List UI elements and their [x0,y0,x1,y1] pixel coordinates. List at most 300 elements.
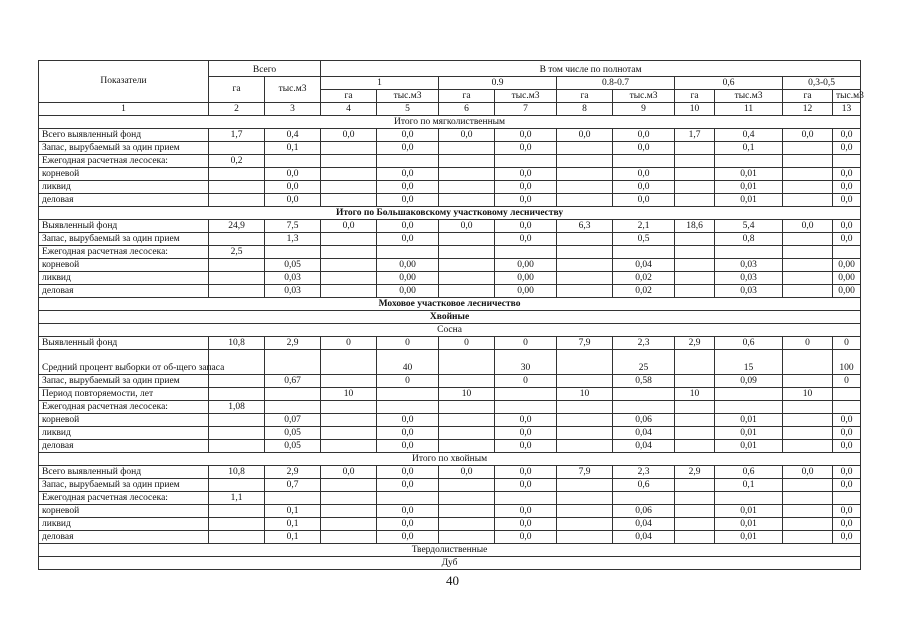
section-row [39,324,861,337]
table-cell: 2,9 [675,337,715,350]
row-label: корневой [39,259,209,272]
table-cell [209,142,265,155]
table-cell: 0,0 [833,414,861,427]
table-cell: 0,03 [715,285,783,298]
section-row [39,311,861,324]
column-numbers-row [39,103,861,116]
table-row [39,414,861,427]
table-cell: 0,0 [495,440,557,453]
section-title: Дуб [39,557,861,570]
table-cell: 0 [833,337,861,350]
table-cell: 0,0 [265,181,321,194]
table-cell: 40 [377,350,439,375]
table-cell [439,168,495,181]
table-row [39,233,861,246]
table-cell: 0,1 [265,142,321,155]
table-cell [833,388,861,401]
table-cell: 0,0 [613,181,675,194]
table-cell [439,155,495,168]
table-cell: 0,0 [377,142,439,155]
table-cell: 0,00 [833,285,861,298]
section-row [39,116,861,129]
table-cell: 0,0 [377,518,439,531]
table-row [39,531,861,544]
table-cell [321,350,377,375]
table-cell: 10 [321,388,377,401]
table-cell [209,168,265,181]
table-cell [783,155,833,168]
table-cell [377,401,439,414]
row-label: Ежегодная расчетная лесосека: [39,246,209,259]
table-cell [675,350,715,375]
column-number: 5 [377,103,439,116]
table-cell [321,285,377,298]
table-cell: 0,0 [439,129,495,142]
table-cell: 0,0 [377,233,439,246]
table-cell [783,518,833,531]
column-number: 13 [833,103,861,116]
table-cell [557,427,613,440]
row-label: ликвид [39,518,209,531]
table-cell: 2,1 [613,220,675,233]
table-cell: 0,0 [557,129,613,142]
table-cell: 10,8 [209,466,265,479]
section-title: Итого по Большаковскому участковому лесничеству [39,207,861,220]
table-cell: 2,9 [675,466,715,479]
table-cell [321,142,377,155]
table-cell: 2,9 [265,337,321,350]
table-cell [321,401,377,414]
table-cell [265,155,321,168]
section-row [39,298,861,311]
table-cell [321,518,377,531]
table-row [39,505,861,518]
column-number: 2 [209,103,265,116]
table-cell [675,155,715,168]
table-cell [613,155,675,168]
table-cell: 0,0 [833,129,861,142]
table-cell [675,181,715,194]
unit-ha-header: га [439,90,495,103]
table-cell: 0,05 [265,440,321,453]
table-cell [715,401,783,414]
table-row [39,518,861,531]
table-row [39,440,861,453]
table-cell: 0,1 [715,142,783,155]
table-cell [439,181,495,194]
table-cell [439,194,495,207]
table-cell: 7,9 [557,466,613,479]
table-cell: 0,0 [833,466,861,479]
unit-vol-header: тыс.м3 [613,90,675,103]
table-cell [783,142,833,155]
unit-ha-header: га [783,90,833,103]
table-cell [439,272,495,285]
table-cell [715,246,783,259]
table-cell [675,233,715,246]
table-cell [675,194,715,207]
table-cell: 0 [495,375,557,388]
density-header: 1 [321,77,439,90]
table-cell [265,246,321,259]
row-label: Запас, вырубаемый за один прием [39,142,209,155]
density-header: 0,6 [675,77,783,90]
unit-ha-header: га [321,90,377,103]
table-cell: 0,03 [715,272,783,285]
table-cell: 0,0 [833,194,861,207]
table-cell [209,375,265,388]
table-cell [439,518,495,531]
table-cell: 0,0 [377,479,439,492]
table-cell: 0,0 [833,531,861,544]
table-cell: 0,0 [377,220,439,233]
section-title: Сосна [39,324,861,337]
table-cell: 0,6 [715,466,783,479]
row-label: Средний процент выборки от об-щего запаса [39,350,209,375]
table-cell: 0,06 [613,505,675,518]
table-cell: 25 [613,350,675,375]
section-title: Твердолиственные [39,544,861,557]
table-cell: 0 [321,337,377,350]
table-cell [783,492,833,505]
table-cell [557,479,613,492]
table-cell: 0,0 [321,466,377,479]
table-cell: 0,0 [833,233,861,246]
table-cell [321,155,377,168]
table-cell: 0,05 [265,259,321,272]
row-label: корневой [39,414,209,427]
table-cell: 0,0 [321,129,377,142]
table-cell: 0,02 [613,285,675,298]
table-cell: 0,01 [715,168,783,181]
table-cell [321,259,377,272]
table-row [39,479,861,492]
column-number: 11 [715,103,783,116]
table-cell: 0,0 [833,479,861,492]
section-row [39,544,861,557]
table-row [39,155,861,168]
column-number: 3 [265,103,321,116]
table-cell: 0,0 [833,220,861,233]
table-cell: 0,0 [495,518,557,531]
table-cell: 0,00 [495,285,557,298]
row-label: Ежегодная расчетная лесосека: [39,155,209,168]
table-cell: 0,0 [833,181,861,194]
table-cell: 0,0 [833,505,861,518]
table-cell: 0,0 [495,531,557,544]
table-cell [439,505,495,518]
table-cell: 6,3 [557,220,613,233]
table-cell [321,427,377,440]
table-cell [321,531,377,544]
table-cell [675,440,715,453]
table-cell: 0,0 [833,142,861,155]
table-cell [377,246,439,259]
table-cell [209,233,265,246]
table-cell [557,350,613,375]
table-row [39,466,861,479]
table-cell: 15 [715,350,783,375]
table-cell: 0,1 [265,531,321,544]
table-cell [675,272,715,285]
table-cell [321,440,377,453]
table-cell: 0,0 [321,220,377,233]
table-cell [495,155,557,168]
table-cell [439,259,495,272]
table-cell: 0 [439,337,495,350]
table-cell: 18,6 [675,220,715,233]
table-cell: 5,4 [715,220,783,233]
unit-vol-header: тыс.м3 [495,90,557,103]
table-cell: 0,00 [377,259,439,272]
density-header: 0,3-0,5 [783,77,861,90]
table-cell: 0,0 [495,168,557,181]
table-cell [783,401,833,414]
table-cell: 7,9 [557,337,613,350]
table-cell: 0,0 [495,233,557,246]
table-cell: 0,2 [209,155,265,168]
table-cell [833,401,861,414]
table-row [39,142,861,155]
table-cell: 0,00 [377,272,439,285]
table-cell [439,440,495,453]
table-cell [209,194,265,207]
column-number: 9 [613,103,675,116]
table-cell [377,388,439,401]
table-cell [439,414,495,427]
table-cell: 0,04 [613,427,675,440]
table-cell: 0,0 [377,129,439,142]
table-cell [783,479,833,492]
table-cell [783,414,833,427]
table-cell: 0,58 [613,375,675,388]
table-cell [377,492,439,505]
table-cell: 0,0 [377,466,439,479]
table-cell [209,259,265,272]
table-cell: 0,01 [715,505,783,518]
table-row [39,401,861,414]
table-cell [439,233,495,246]
table-cell [495,492,557,505]
table-cell [495,246,557,259]
table-cell [439,531,495,544]
table-row [39,220,861,233]
table-cell: 0,0 [377,194,439,207]
table-cell [675,479,715,492]
table-cell: 0,0 [495,505,557,518]
table-cell: 0,03 [265,285,321,298]
table-cell [265,388,321,401]
table-cell: 0 [377,375,439,388]
table-cell [675,518,715,531]
table-cell: 0,4 [265,129,321,142]
table-cell: 0,0 [783,220,833,233]
table-cell [321,492,377,505]
table-cell [209,414,265,427]
table-cell: 0,0 [495,466,557,479]
table-cell: 0,01 [715,181,783,194]
table-row [39,259,861,272]
table-cell: 0,00 [833,259,861,272]
density-header: 0.9 [439,77,557,90]
table-cell [209,518,265,531]
table-cell [557,142,613,155]
table-cell: 0,0 [495,427,557,440]
table-cell [209,505,265,518]
table-cell: 0,0 [439,466,495,479]
table-cell: 2,3 [613,337,675,350]
table-cell [557,272,613,285]
total-header: Всего [209,61,321,77]
table-cell [557,401,613,414]
table-cell [557,505,613,518]
table-cell [377,155,439,168]
unit-ha-header: га [675,90,715,103]
table-cell: 0,05 [265,427,321,440]
table-cell [783,285,833,298]
table-cell: 0,0 [265,168,321,181]
table-cell [321,375,377,388]
table-cell [439,142,495,155]
table-cell: 10 [675,388,715,401]
table-cell: 0,09 [715,375,783,388]
table-cell: 0,01 [715,414,783,427]
table-cell [321,505,377,518]
row-label: Выявленный фонд [39,220,209,233]
table-cell [675,246,715,259]
table-cell: 0,0 [377,427,439,440]
table-cell [675,427,715,440]
table-cell: 0,0 [377,181,439,194]
row-label: Запас, вырубаемый за один прием [39,233,209,246]
table-cell [321,479,377,492]
table-cell: 0,0 [613,129,675,142]
table-cell [209,440,265,453]
table-cell [557,375,613,388]
table-cell [321,194,377,207]
table-cell: 10 [783,388,833,401]
table-cell [783,181,833,194]
table-cell: 0,07 [265,414,321,427]
unit-ha-header: га [557,90,613,103]
table-cell: 2,5 [209,246,265,259]
table-cell [715,388,783,401]
row-label: Всего выявленный фонд [39,466,209,479]
cutting-area-table [38,60,864,570]
table-cell: 1,1 [209,492,265,505]
table-cell: 0,02 [613,272,675,285]
table-cell: 0 [783,337,833,350]
table-cell: 7,5 [265,220,321,233]
table-cell [557,440,613,453]
table-cell: 0,0 [495,414,557,427]
table-cell [439,350,495,375]
table-cell [495,388,557,401]
row-label: корневой [39,505,209,518]
table-cell [833,246,861,259]
row-label: Запас, вырубаемый за один прием [39,375,209,388]
table-row [39,427,861,440]
table-cell [783,531,833,544]
column-number: 8 [557,103,613,116]
table-cell [783,194,833,207]
section-title: Итого по хвойным [39,453,861,466]
table-row [39,388,861,401]
page-number: 40 [446,573,459,588]
table-cell: 0,1 [265,518,321,531]
table-cell [557,181,613,194]
section-row [39,207,861,220]
table-cell [783,427,833,440]
table-cell: 0,0 [783,466,833,479]
table-cell [783,350,833,375]
table-cell [439,285,495,298]
table-cell [675,531,715,544]
table-cell: 1,7 [675,129,715,142]
table-cell [209,388,265,401]
table-cell [209,427,265,440]
table-cell: 0,01 [715,440,783,453]
table-cell [557,168,613,181]
table-cell: 100 [833,350,861,375]
table-cell [613,246,675,259]
table-cell [439,427,495,440]
table-cell [321,414,377,427]
table-cell: 0,03 [715,259,783,272]
column-number: 4 [321,103,377,116]
section-row [39,453,861,466]
column-number: 1 [39,103,209,116]
table-cell [783,233,833,246]
table-cell [557,531,613,544]
table-row [39,375,861,388]
table-cell: 0,0 [495,129,557,142]
table-cell: 0,01 [715,427,783,440]
table-cell [557,492,613,505]
table-cell [557,518,613,531]
table-cell: 0 [377,337,439,350]
row-label: ликвид [39,427,209,440]
table-cell: 0,01 [715,531,783,544]
table-cell: 0,0 [495,194,557,207]
table-cell: 1,3 [265,233,321,246]
table-cell: 0,1 [265,505,321,518]
row-label: Ежегодная расчетная лесосека: [39,401,209,414]
table-cell [557,246,613,259]
table-cell: 0,67 [265,375,321,388]
table-cell: 0,04 [613,518,675,531]
table-cell: 0,00 [833,272,861,285]
table-cell [715,155,783,168]
table-cell [613,388,675,401]
table-cell: 0,0 [783,129,833,142]
section-title: Итого по мягколиственным [39,116,861,129]
table-cell [675,375,715,388]
table-cell: 0,06 [613,414,675,427]
table-cell [613,401,675,414]
table-cell [209,531,265,544]
table-cell [321,272,377,285]
table-cell [557,285,613,298]
table-cell [439,479,495,492]
table-cell [557,155,613,168]
table-cell: 1,7 [209,129,265,142]
table-cell [209,181,265,194]
table-cell: 0,8 [715,233,783,246]
row-label: Всего выявленный фонд [39,129,209,142]
section-title: Хвойные [39,311,861,324]
table-cell [209,272,265,285]
